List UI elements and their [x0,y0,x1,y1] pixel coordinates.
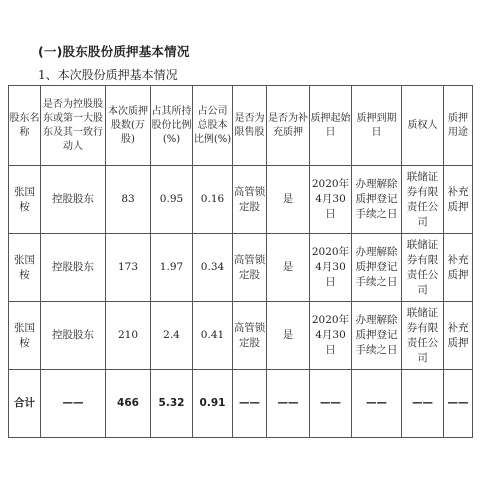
table-cell: 补充质押 [444,166,473,234]
header-cell: 占其所持股份比例(%) [151,86,193,166]
total-holding-ratio: 5.32 [151,370,193,438]
table-cell: 83 [106,166,151,234]
table-cell: 0.95 [151,166,193,234]
pledge-table [8,85,473,438]
table-cell: 办理解除质押登记手续之日 [352,234,402,302]
header-cell: 本次质押股数(万股) [106,86,151,166]
header-cell: 质押起始日 [310,86,352,166]
header-cell: 是否为补充质押 [267,86,310,166]
table-total-row [9,370,473,438]
table-cell: —— [267,370,310,438]
table-cell: 张国桉 [9,166,41,234]
table-cell: 联储证券有限责任公司 [402,166,444,234]
table-cell: 是 [267,234,310,302]
table-cell: 补充质押 [444,302,473,370]
table-cell: 控股股东 [41,234,106,302]
header-cell: 是否为限售股 [233,86,267,166]
total-capital-ratio: 0.91 [193,370,233,438]
table-cell: 补充质押 [444,234,473,302]
table-cell: —— [352,370,402,438]
header-cell: 质押用途 [444,86,473,166]
section-subheading: 1、本次股份质押基本情况 [38,68,178,82]
table-cell: 173 [106,234,151,302]
table-cell: 控股股东 [41,166,106,234]
table-cell: 2020年4月30日 [310,166,352,234]
total-shares: 466 [106,370,151,438]
table-cell: 2020年4月30日 [310,302,352,370]
table-cell: 办理解除质押登记手续之日 [352,302,402,370]
table-cell: 2020年4月30日 [310,234,352,302]
table-cell: —— [233,370,267,438]
table-cell: 高管锁定股 [233,166,267,234]
header-cell: 质押到期日 [352,86,402,166]
table-cell: 办理解除质押登记手续之日 [352,166,402,234]
table-cell: 0.34 [193,234,233,302]
table-cell: —— [444,370,473,438]
table-row [9,302,473,370]
table-cell: 0.41 [193,302,233,370]
table-cell: 联储证券有限责任公司 [402,234,444,302]
section-heading: (一)股东股份质押基本情况 [38,44,190,59]
table-cell: 联储证券有限责任公司 [402,302,444,370]
table-cell: 是 [267,166,310,234]
table-cell: 210 [106,302,151,370]
total-label: 合计 [9,370,41,438]
table-cell: 2.4 [151,302,193,370]
table-row [9,166,473,234]
table-cell: —— [41,370,106,438]
header-cell: 股东名称 [9,86,41,166]
table-cell: 高管锁定股 [233,234,267,302]
table-cell: 张国桉 [9,234,41,302]
table-cell: 0.16 [193,166,233,234]
header-cell: 是否为控股股东或第一大股东及其一致行动人 [41,86,106,166]
table-header-row [9,86,473,166]
table-row [9,234,473,302]
table-cell: —— [310,370,352,438]
table-cell: 张国桉 [9,302,41,370]
table-cell: 高管锁定股 [233,302,267,370]
table-cell: 控股股东 [41,302,106,370]
table-cell: 是 [267,302,310,370]
table-cell: 1.97 [151,234,193,302]
table-cell: —— [402,370,444,438]
header-cell: 质权人 [402,86,444,166]
header-cell: 占公司总股本比例(%) [193,86,233,166]
